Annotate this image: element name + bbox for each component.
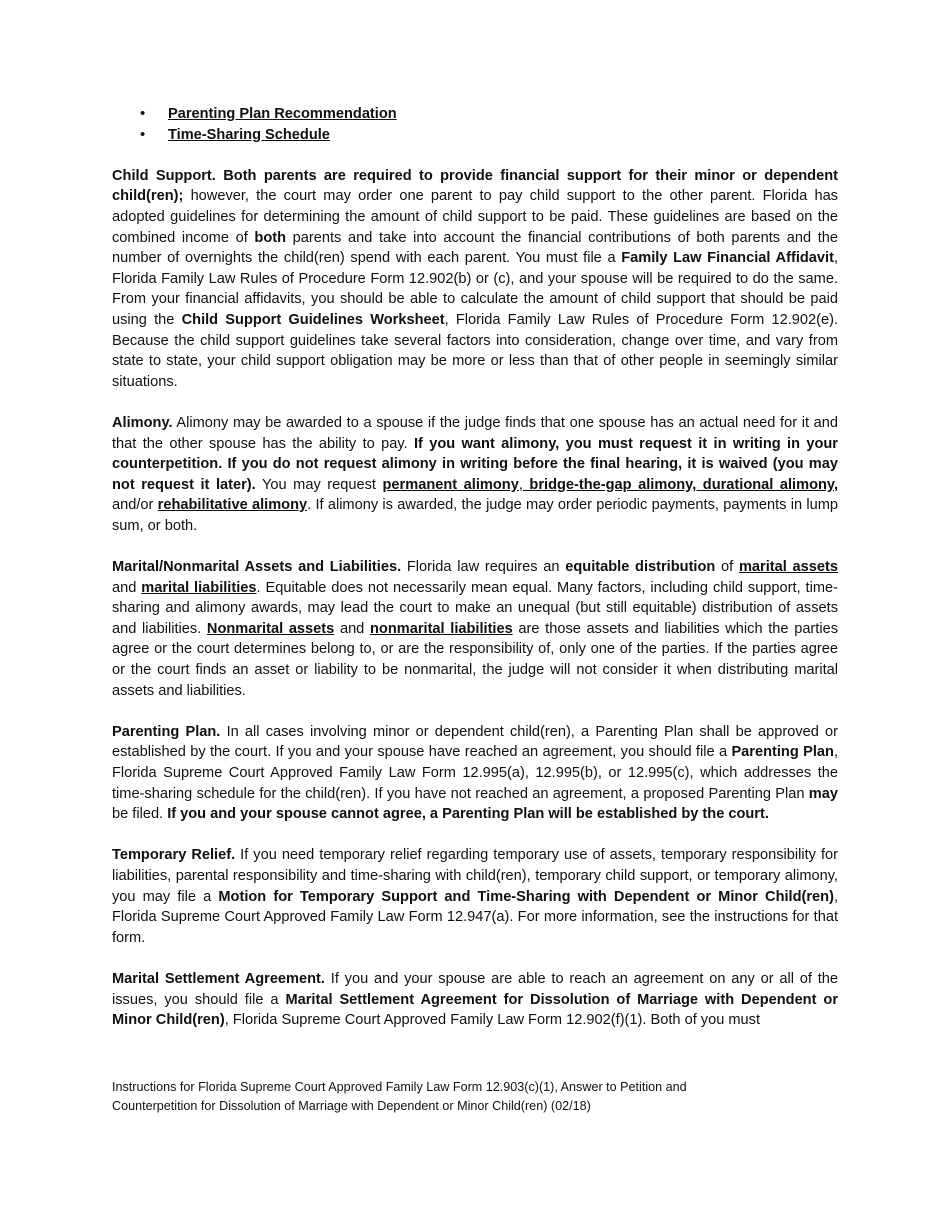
assets-section bbox=[112, 557, 838, 701]
form-name: Parenting Plan bbox=[731, 744, 834, 761]
body-text: be filed. bbox=[112, 806, 164, 823]
bold-text: If you want alimony, you must request it in writing in your counterpetition. If you do not request alimony in writing before the final hearing, it is waived (you may not request it later). bbox=[112, 435, 838, 493]
body-text: , Florida Supreme Court Approved Family Law Form 12.902(f)(1). Both of you must bbox=[224, 1012, 761, 1029]
body-text: , Florida Family Law Rules of Procedure Form 12.902(e). Because the child support guidelines take several factors into consideration, change over time, and vary from state to state, your child support obligation may be more or less than that of other people in seemingly similar situations. bbox=[112, 311, 839, 390]
body-text: You may request bbox=[262, 476, 376, 493]
section-heading: Marital Settlement Agreement. bbox=[112, 970, 325, 987]
comma: , bbox=[518, 476, 523, 493]
term-marital-liabilities: marital liabilities bbox=[141, 579, 257, 596]
term-nonmarital-assets: Nonmarital assets bbox=[206, 620, 335, 637]
body-text: If you need temporary relief regarding temporary use of assets, temporary responsibility for liabilities, parental responsibility and time-sharing with child(ren), temporary child support, or temporary alimony, you may file a bbox=[112, 847, 839, 905]
alimony-section bbox=[112, 413, 838, 537]
section-heading: Parenting Plan. bbox=[112, 723, 221, 740]
settlement-section bbox=[112, 969, 838, 1031]
bold-text: Both parents are required to provide financial support for their minor or dependent child(ren); bbox=[112, 167, 838, 205]
term-nonmarital-liabilities: nonmarital liabilities bbox=[370, 620, 513, 637]
body-text: Alimony may be awarded to a spouse if the judge finds that one spouse has an actual need for it and that the other spouse has the ability to pay. bbox=[112, 414, 839, 452]
parenting-plan-section bbox=[112, 722, 838, 825]
body-text: parents and take into account the financial contributions of both parents and the number of overnights the child(ren) spend with each parent. You must file a bbox=[112, 229, 838, 267]
section-heading: Marital/Nonmarital Assets and Liabilities. bbox=[112, 559, 402, 576]
body-text: and bbox=[339, 620, 365, 637]
section-heading: Child Support. bbox=[112, 167, 216, 184]
list-item bbox=[112, 125, 838, 146]
bold-text: both bbox=[254, 229, 287, 246]
body-text: and bbox=[112, 579, 137, 596]
child-support-section bbox=[112, 166, 838, 393]
bold-text: may bbox=[808, 785, 839, 802]
body-text: , Florida Family Law Rules of Procedure Form 12.902(b) or (c), and your spouse will be required to do the same. From your financial affidavits, you should be able to calculate the amount of child support that should be paid using the bbox=[112, 250, 838, 328]
bullet-list bbox=[112, 104, 838, 145]
form-name: Family Law Financial Affidavit bbox=[621, 250, 834, 267]
body-text: of bbox=[721, 559, 734, 576]
list-item bbox=[112, 104, 838, 125]
body-text: , Florida Supreme Court Approved Family Law Form 12.947(a). For more information, see the instructions for that form. bbox=[112, 888, 838, 946]
form-name: Child Support Guidelines Worksheet bbox=[181, 311, 445, 328]
section-heading: Alimony. bbox=[112, 414, 173, 431]
body-text: are those assets and liabilities which the parties agree or the court determines belong to, or are the responsibility of, only one of the parties. If the parties agree or the court finds an asset or liability to be nonmarital, the judge will not consider it when distributing marital assets and liabilities. bbox=[112, 620, 839, 699]
form-name: Marital Settlement Agreement for Dissolution of Marriage with Dependent or Minor Child(ren) bbox=[112, 991, 838, 1029]
form-name: Motion for Temporary Support and Time-Sharing with Dependent or Minor Child(ren) bbox=[218, 888, 834, 905]
bullet-text: Time-Sharing Schedule bbox=[168, 126, 330, 143]
term-rehabilitative-alimony: rehabilitative alimony bbox=[157, 497, 308, 514]
body-text: . Equitable does not necessarily mean equal. Many factors, including child support, time-sharing and alimony awards, may lead the court to make an unequal (but still equitable) distribution of assets and liabilities. bbox=[112, 579, 838, 637]
footer-line: Counterpetition for Dissolution of Marriage with Dependent or Minor Child(ren) (02/18) bbox=[112, 1099, 591, 1113]
temporary-relief-section bbox=[112, 845, 838, 948]
body-text: . If alimony is awarded, the judge may order periodic payments, payments in lump sum, or both. bbox=[112, 497, 839, 534]
body-text: and/or bbox=[112, 497, 154, 514]
bold-text: equitable distribution bbox=[565, 559, 716, 576]
bold-text: If you and your spouse cannot agree, a Parenting Plan will be established by the court. bbox=[167, 806, 769, 823]
body-text: Florida law requires an bbox=[406, 559, 560, 576]
body-text: If you and your spouse are able to reach an agreement on any or all of the issues, you should file a bbox=[112, 970, 838, 1008]
body-text: however, the court may order one parent to pay child support to the other parent. Florida has adopted guidelines for determining the amount of child support to be paid. These guidelines are based on the combined income of bbox=[112, 188, 838, 246]
term-bridge-durational-alimony: bridge-the-gap alimony, durational alimony, bbox=[522, 476, 838, 493]
page-footer bbox=[112, 1078, 838, 1116]
body-text: , Florida Supreme Court Approved Family Law Form 12.995(a), 12.995(b), or 12.995(c), which addresses the time-sharing schedule for the child(ren). If you have not reached an agreement, a proposed Parenting Plan bbox=[112, 744, 838, 802]
document-page bbox=[112, 104, 838, 1031]
footer-line: Instructions for Florida Supreme Court Approved Family Law Form 12.903(c)(1), Answer to Petition and bbox=[112, 1080, 687, 1094]
section-heading: Temporary Relief. bbox=[112, 847, 236, 864]
bullet-text: Parenting Plan Recommendation bbox=[168, 106, 397, 122]
body-text: In all cases involving minor or dependent child(ren), a Parenting Plan shall be approved or established by the court. If you and your spouse have reached an agreement, you should file a bbox=[112, 723, 839, 761]
term-marital-assets: marital assets bbox=[738, 559, 838, 576]
term-permanent-alimony: permanent alimony bbox=[382, 476, 519, 493]
